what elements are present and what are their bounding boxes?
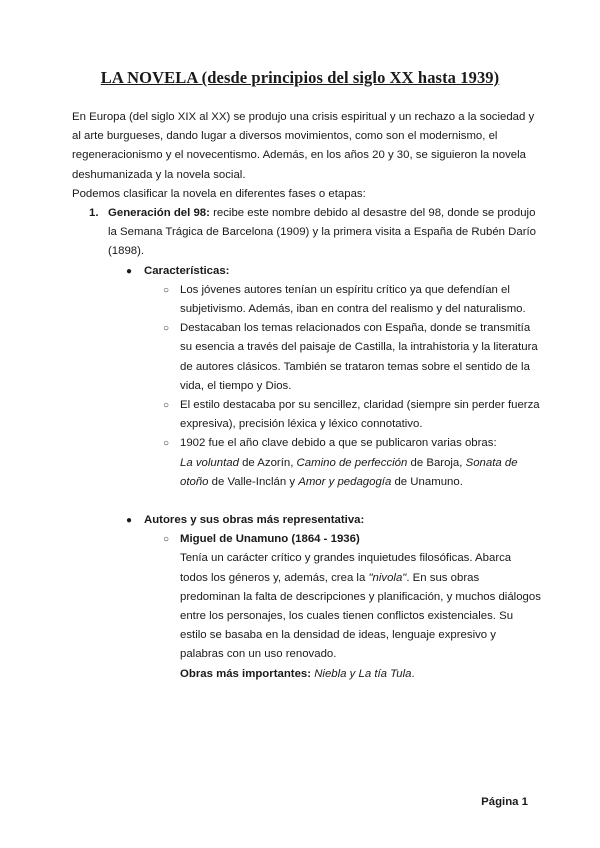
work-title: Camino de perfección [296,456,408,469]
works-titles: Niebla y La tía Tula [314,667,412,680]
circle-bullet-icon: ○ [163,534,170,546]
author-unamuno [163,530,542,684]
bullet-icon: ● [126,265,133,277]
autores-label: Autores y sus obras más representativa: [144,514,365,527]
classify-paragraph: Podemos clasificar la novela en diferentes fases o etapas: [72,187,366,200]
bullet-icon: ● [126,515,133,527]
author-text: Tenía un carácter crítico y grandes inquietudes filosóficas. Abarca todos los géneros y, además, crea la [180,552,512,584]
section-number: 1. [89,207,99,220]
work-author: de Unamuno. [391,475,463,488]
works-end: . [411,667,415,680]
document-title: LA NOVELA (desde principios del siglo XX hasta 1939) [100,68,500,87]
circle-bullet-icon: ○ [163,400,170,412]
intro-paragraph: En Europa (del siglo XIX al XX) se produjo una crisis espiritual y un rechazo a la sociedad y al arte burgueses, dando lugar a diversos movimientos, como son el modernismo, el regeneracionismo y el novecentismo. Además, en los años 20 y 30, se siguieron la novela deshumanizada y la novela social. [72,111,535,181]
list-item [163,281,542,319]
work-author: de Azorín, [238,456,297,469]
author-text: . En sus obras predominan la falta de descripciones y planificación, y muchos diálogos entre los personajes, los cuales tienen conflictos existenciales. Su estilo se basaba en la densidad de ideas, lenguaje expresivo y palabras con un uso renovado. [180,571,541,661]
list-item [163,396,542,434]
list-item-text: Los jóvenes autores tenían un espíritu crítico ya que defendían el subjetivismo. Además, iban en contra del realismo y del naturalismo. [180,283,526,316]
circle-bullet-icon: ○ [163,284,170,296]
document-body [72,108,542,684]
list-item-works-1902 [163,434,542,492]
list-item [163,319,542,396]
author-name: Miguel de Unamuno (1864 - 1936) [180,533,360,546]
section-text: recibe este nombre debido al desastre del 98, donde se produjo la Semana Trágica de Barcelona (1909) y la primera visita a España de Rubén Darío (1898). [108,207,537,258]
caracteristicas-label: Características: [144,264,230,277]
autores-heading [126,511,542,530]
work-title: Sonata de otoño [180,456,518,488]
work-author: de Valle-Inclán y [208,475,299,488]
caracteristicas-heading [126,262,542,281]
section-heading: Generación del 98: [108,207,210,220]
works-lead: 1902 fue el año clave debido a que se publicaron varias obras: [180,437,497,450]
work-title: La voluntad [180,456,239,469]
circle-bullet-icon: ○ [163,323,170,335]
section-generacion-98 [89,204,542,262]
work-title: Amor y pedagogía [298,475,392,488]
works-label: Obras más importantes: [180,667,315,680]
work-author: de Baroja, [407,456,466,469]
page-number: Página 1 [481,796,528,808]
list-item-text: El estilo destacaba por su sencillez, claridad (siempre sin perder fuerza expresiva), precisión léxica y léxico connotativo. [180,399,540,431]
list-item-text: Destacaban los temas relacionados con España, donde se transmitía su esencia a través del paisaje de Castilla, la intrahistoria y la literatura de autores clásicos. También se trataron temas sobre el sentido de la vida, el tiempo y Dios. [180,322,538,392]
nivola-term: "nivola" [368,571,407,584]
circle-bullet-icon: ○ [163,438,170,450]
